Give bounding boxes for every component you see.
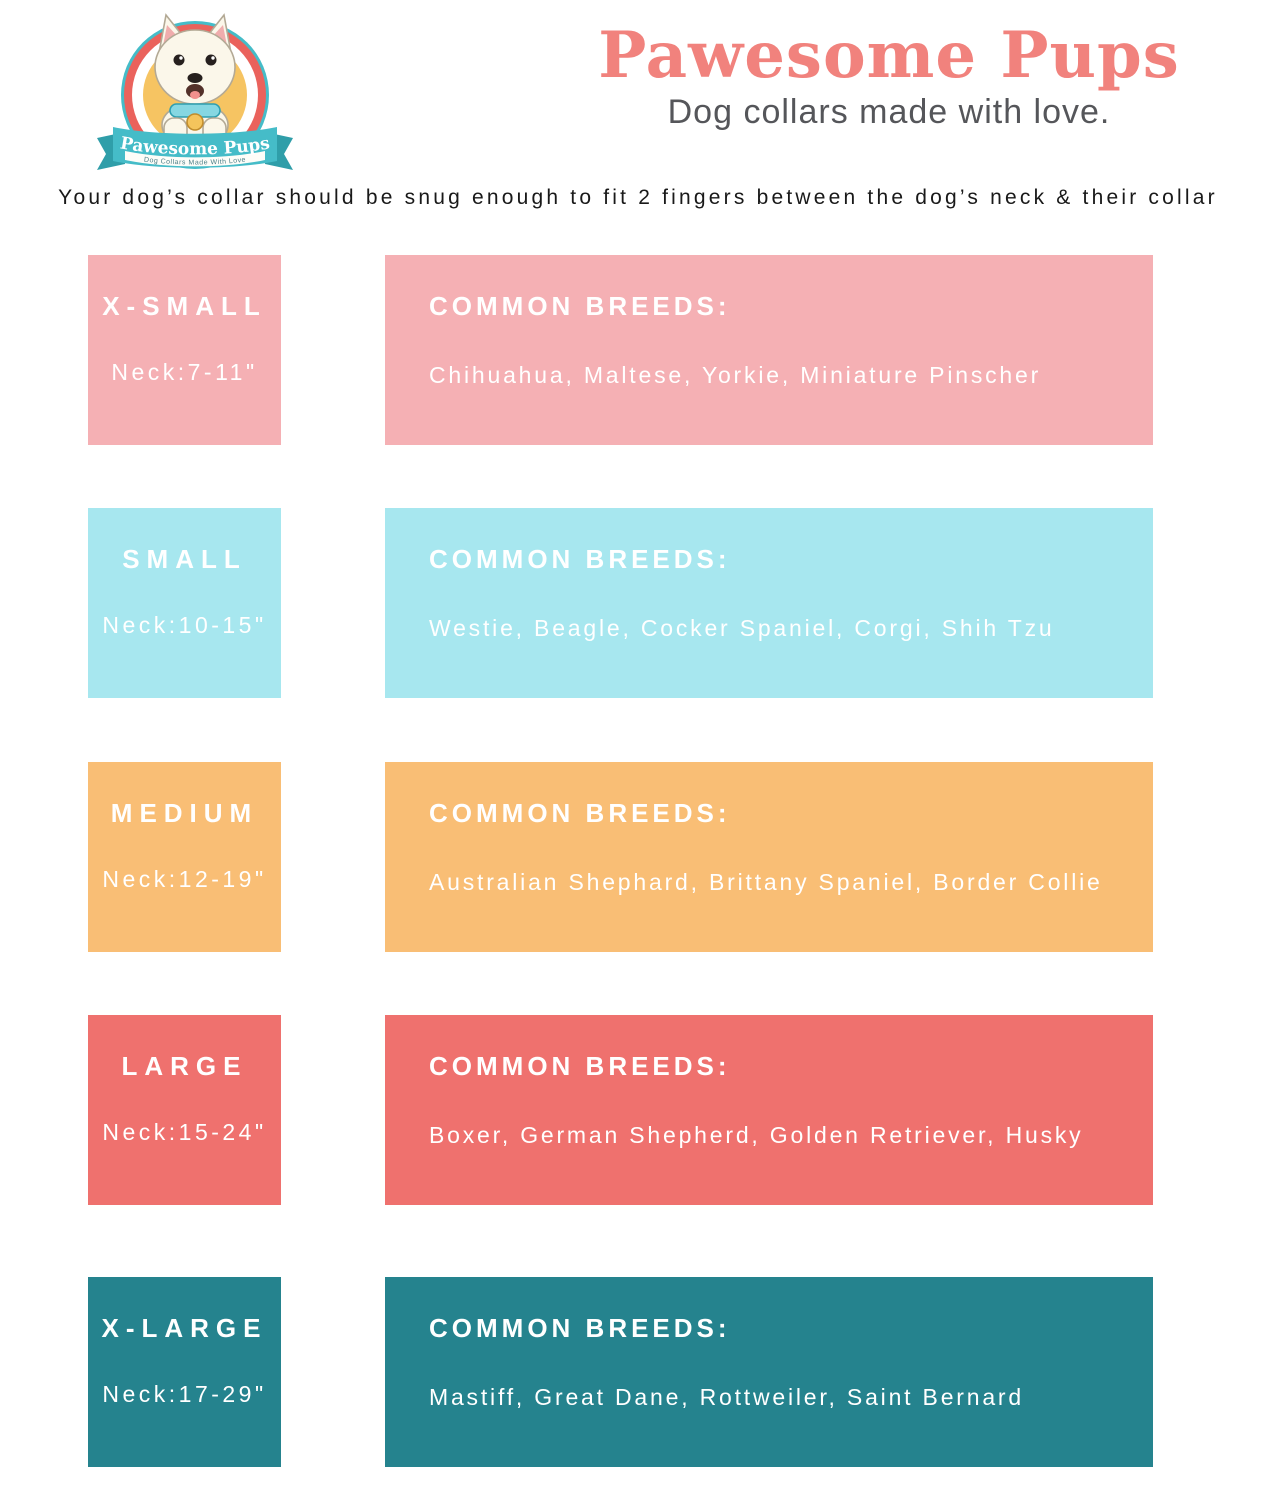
breeds-list: Westie, Beagle, Cocker Spaniel, Corgi, Shih Tzu	[429, 615, 1055, 641]
size-neck-range: Neck:10-15"	[102, 612, 267, 638]
breeds-heading: COMMON BREEDS:	[429, 544, 731, 574]
fitting-note: Your dog’s collar should be snug enough to fit 2 fingers between the dog’s neck & their collar	[58, 186, 1218, 209]
breeds-box	[385, 508, 1153, 698]
logo	[95, 5, 295, 173]
breeds-box	[385, 762, 1153, 952]
breeds-heading: COMMON BREEDS:	[429, 291, 731, 321]
breeds-list: Australian Shephard, Brittany Spaniel, Border Collie	[429, 869, 1103, 895]
size-name: X-LARGE	[101, 1313, 268, 1343]
breeds-heading: COMMON BREEDS:	[429, 798, 731, 828]
size-row-large	[0, 1015, 1276, 1205]
size-name: MEDIUM	[110, 798, 259, 828]
breeds-box	[385, 1015, 1153, 1205]
logo-banner-title: Pawesome Pups	[118, 133, 272, 160]
size-label-box	[88, 1015, 281, 1205]
size-label-box	[88, 762, 281, 952]
size-neck-range: Neck:12-19"	[102, 866, 267, 892]
size-name: LARGE	[121, 1051, 248, 1081]
size-neck-range: Neck:15-24"	[102, 1119, 267, 1145]
logo-dog-icon	[155, 15, 235, 148]
brand-header	[559, 20, 1219, 132]
breeds-list: Chihuahua, Maltese, Yorkie, Miniature Pinscher	[429, 362, 1042, 388]
breeds-list: Mastiff, Great Dane, Rottweiler, Saint Bernard	[429, 1384, 1024, 1410]
breeds-box	[385, 1277, 1153, 1467]
size-row-small	[0, 508, 1276, 698]
breeds-box	[385, 255, 1153, 445]
page-subtitle: Dog collars made with love.	[667, 92, 1111, 131]
size-row-xsmall	[0, 255, 1276, 445]
page-title: Pawesome Pups	[598, 18, 1180, 93]
size-name: SMALL	[122, 544, 247, 574]
breeds-heading: COMMON BREEDS:	[429, 1051, 731, 1081]
size-name: X-SMALL	[102, 291, 267, 321]
size-label-box	[88, 508, 281, 698]
breeds-list: Boxer, German Shepherd, Golden Retriever, Husky	[429, 1122, 1084, 1148]
size-label-box	[88, 1277, 281, 1467]
size-label-box	[88, 255, 281, 445]
size-row-medium	[0, 762, 1276, 952]
logo-banner-tagline: Dog Collars Made With Love	[143, 156, 247, 167]
size-neck-range: Neck:7-11"	[111, 359, 258, 385]
logo-image	[95, 5, 295, 173]
breeds-heading: COMMON BREEDS:	[429, 1313, 731, 1343]
size-neck-range: Neck:17-29"	[102, 1381, 267, 1407]
size-row-xlarge	[0, 1277, 1276, 1467]
